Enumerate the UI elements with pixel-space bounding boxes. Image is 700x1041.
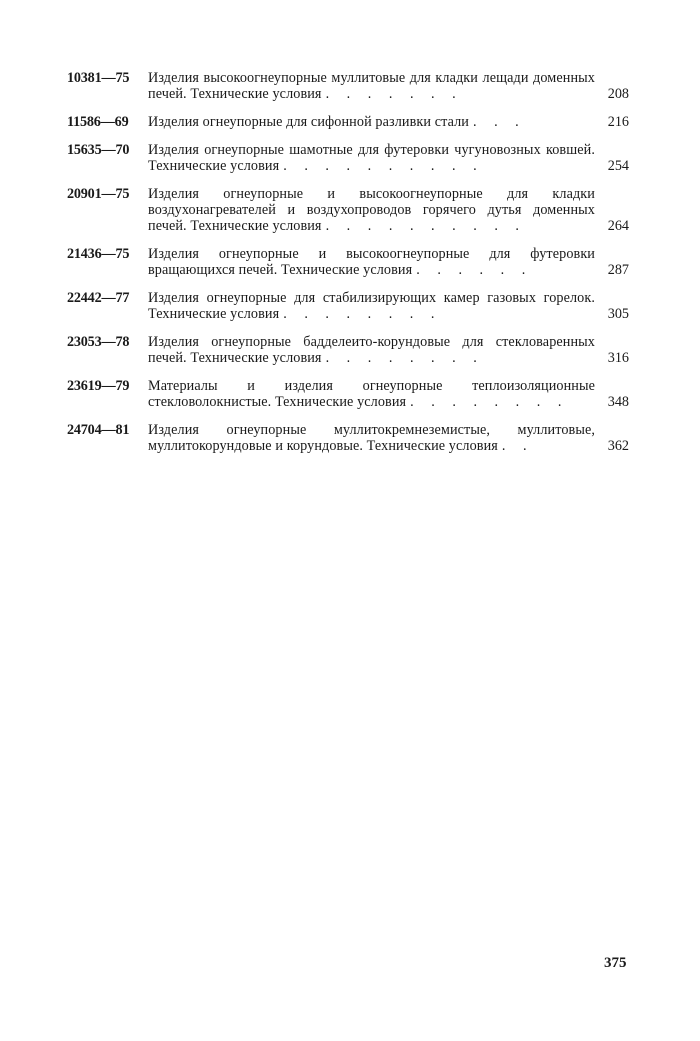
dot-leader: . . . . . . . . . . (283, 158, 484, 174)
dot-leader: . . . (472, 114, 526, 130)
standard-code: 20901—75 (67, 186, 130, 202)
entry-body (148, 378, 629, 410)
dot-leader: . . . . . . . . (325, 350, 484, 366)
entry-body (148, 290, 629, 322)
toc-entry (67, 334, 629, 366)
page-reference: 254 (607, 158, 629, 174)
entry-title (148, 186, 595, 234)
entry-body (148, 246, 629, 278)
entry-title-text: Изделия огнеупорные шамотные для футеровки чугуновозных ковшей. Технические условия (148, 142, 595, 174)
entry-title (148, 378, 595, 410)
page-number: 375 (604, 955, 627, 971)
standard-code: 21436—75 (67, 246, 130, 262)
page-reference: 264 (607, 218, 629, 234)
standard-code: 15635—70 (67, 142, 130, 158)
toc-entry (67, 142, 629, 174)
entry-title-text: Материалы и изделия огнеупорные теплоизоляционные стекловолокнистые. Технические условия (148, 378, 595, 410)
standard-code: 23053—78 (67, 334, 130, 350)
entry-title (148, 290, 595, 322)
entry-title (148, 334, 595, 366)
page-reference: 208 (607, 86, 629, 102)
entry-title-text: Изделия высокоогнеупорные муллитовые для кладки лещади доменных печей. Технические условия (148, 70, 595, 102)
entry-body (148, 142, 629, 174)
entry-title (148, 114, 595, 130)
page-reference: 305 (607, 306, 629, 322)
entry-title (148, 246, 595, 278)
dot-leader: . . . . . . (416, 262, 533, 278)
standard-code: 24704—81 (67, 422, 130, 438)
standard-code: 23619—79 (67, 378, 130, 394)
dot-leader: . . (501, 438, 534, 454)
entry-title-text: Изделия огнеупорные бадделеито-корундовые для стекловаренных печей. Технические условия (148, 334, 595, 366)
page-reference: 216 (607, 114, 629, 130)
toc-entry (67, 246, 629, 278)
page-reference: 348 (607, 394, 629, 410)
table-of-contents (67, 70, 629, 466)
entry-body (148, 114, 629, 130)
dot-leader: . . . . . . . (325, 86, 463, 102)
page-reference: 287 (607, 262, 629, 278)
dot-leader: . . . . . . . . (410, 394, 569, 410)
entry-body (148, 70, 629, 102)
entry-title-text: Изделия огнеупорные и высокоогнеупорные для кладки воздухонагревателей и воздухопроводов горячего дутья доменных печей. Технические условия (148, 186, 595, 234)
toc-entry (67, 114, 629, 130)
standard-code: 11586—69 (67, 114, 129, 130)
page-reference: 316 (607, 350, 629, 366)
page-reference: 362 (607, 438, 629, 454)
toc-entry (67, 290, 629, 322)
entry-title-text: Изделия огнеупорные для стабилизирующих камер газовых горелок. Технические условия (148, 290, 595, 322)
toc-entry (67, 378, 629, 410)
entry-body (148, 334, 629, 366)
toc-entry (67, 186, 629, 234)
entry-title-text: Изделия огнеупорные и высокоогнеупорные для футеровки вращающихся печей. Технические условия (148, 246, 595, 278)
dot-leader: . . . . . . . . (283, 306, 442, 322)
entry-title (148, 70, 595, 102)
entry-title (148, 422, 595, 454)
toc-entry (67, 422, 629, 454)
entry-title-text: Изделия огнеупорные для сифонной разливки стали (148, 114, 469, 130)
entry-body (148, 186, 629, 234)
entry-title (148, 142, 595, 174)
toc-entry (67, 70, 629, 102)
entry-body (148, 422, 629, 454)
entry-title-text: Изделия огнеупорные муллитокремнеземистые, муллитовые, муллитокорундовые и корундовые. Технические условия (148, 422, 595, 454)
dot-leader: . . . . . . . . . . (325, 218, 526, 234)
standard-code: 22442—77 (67, 290, 130, 306)
standard-code: 10381—75 (67, 70, 130, 86)
